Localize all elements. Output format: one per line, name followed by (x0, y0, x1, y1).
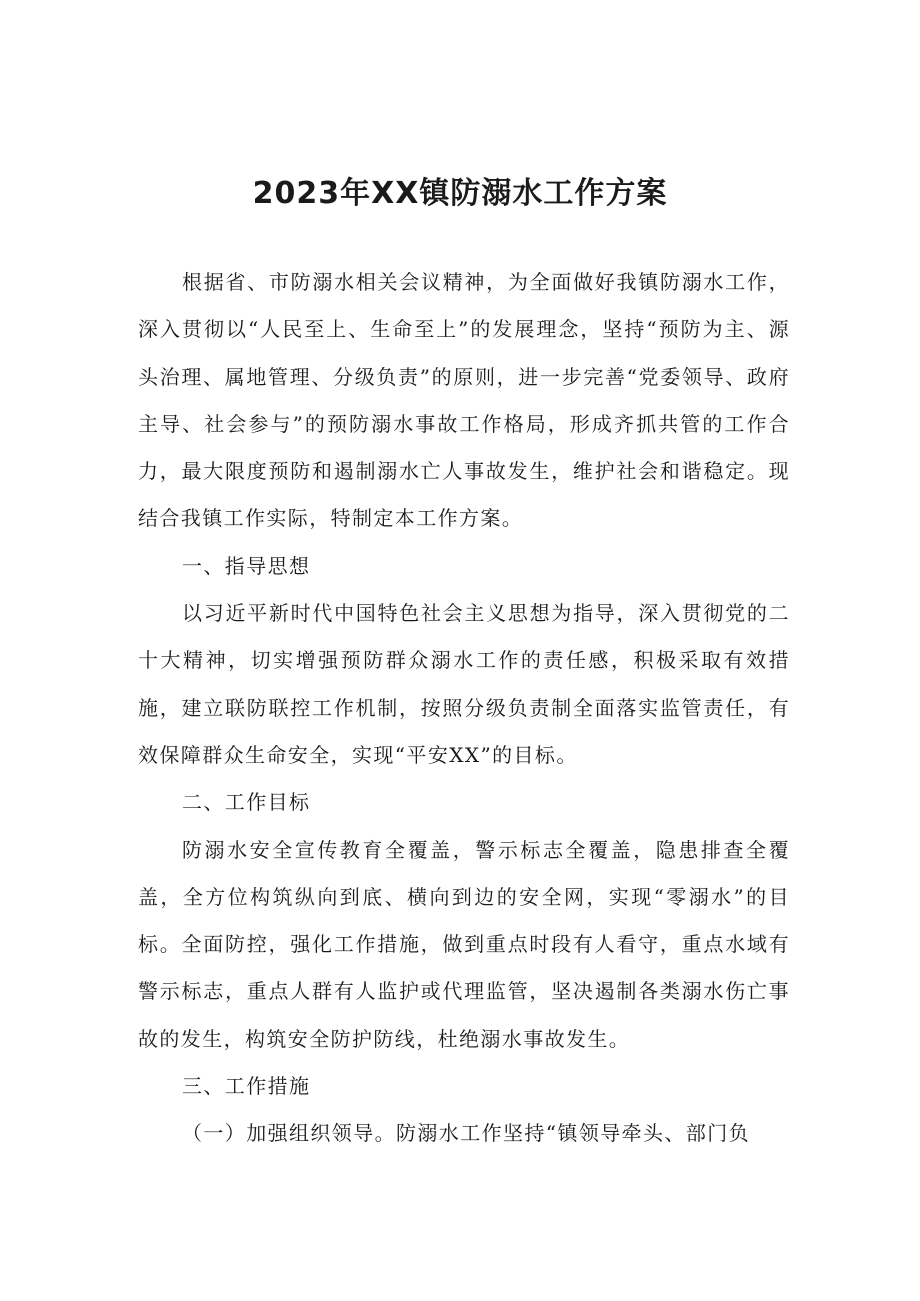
document-body (138, 259, 790, 1158)
intro-paragraph: 根据省、市防溺水相关会议精神，为全面做好我镇防溺水工作，深入贯彻以“人民至上、生命至上”的发展理念，坚持“预防为主、源头治理、属地管理、分级负责”的原则，进一步完善“党委领导、政府主导、社会参与”的预防溺水事故工作格局，形成齐抓共管的工作合力，最大限度预防和遏制溺水亡人事故发生，维护社会和谐稳定。现结合我镇工作实际，特制定本工作方案。 (138, 270, 790, 531)
section-heading-work-measures: 三、工作措施 (182, 1074, 311, 1099)
section-heading-guiding-ideology: 一、指导思想 (182, 553, 311, 578)
guiding-ideology-paragraph: 以习近平新时代中国特色社会主义思想为指导，深入贯彻党的二十大精神，切实增强预防群众溺水工作的责任感，积极采取有效措施，建立联防联控工作机制，按照分级负责制全面落实监管责任，有效保障群众生命安全，实现“平安XX”的目标。 (138, 601, 790, 767)
work-measures-paragraph: （一）加强组织领导。防溺水工作坚持“镇领导牵头、部门负 (182, 1121, 751, 1146)
section-heading-work-goals: 二、工作目标 (182, 790, 311, 815)
work-goals-paragraph: 防溺水安全宣传教育全覆盖，警示标志全覆盖，隐患排查全覆盖，全方位构筑纵向到底、横向到边的安全网，实现“零溺水”的目标。全面防控，强化工作措施，做到重点时段有人看守，重点水域有警示标志，重点人群有人监护或代理监管，坚决遏制各类溺水伤亡事故的发生，构筑安全防护防线，杜绝溺水事故发生。 (138, 837, 790, 1051)
document-title: 2023年XX镇防溺水工作方案 (252, 176, 668, 211)
